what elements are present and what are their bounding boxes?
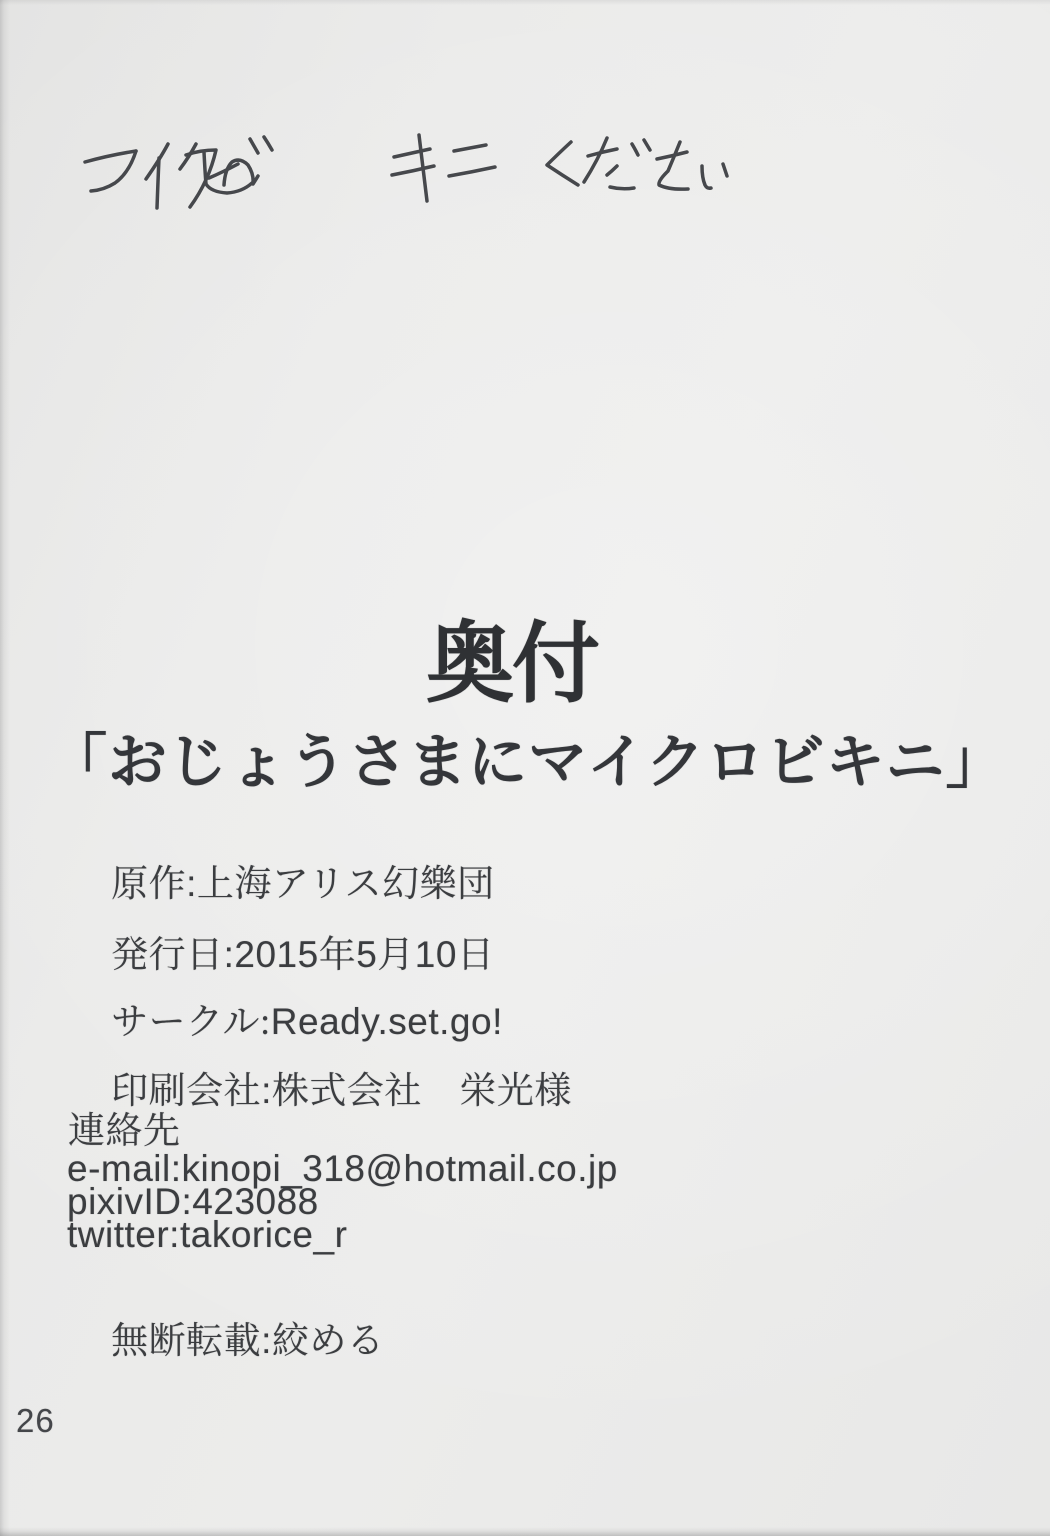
- contact-pixiv-line: pixivID:423088: [67, 1181, 319, 1222]
- contact-twitter-line: twitter:takorice_r: [67, 1214, 348, 1255]
- page-number: 26: [16, 1402, 55, 1439]
- contact-email-line: e-mail:kinopi_318@hotmail.co.jp: [67, 1148, 618, 1189]
- handwriting-stroke: [547, 142, 578, 185]
- original-work-value: 上海アリス幻樂団: [196, 862, 495, 904]
- handwriting-stroke: [157, 158, 159, 208]
- publish-date-label: 発行日:: [111, 933, 235, 975]
- colophon-heading: 奥付: [425, 614, 598, 713]
- handwriting-stroke: [607, 166, 617, 175]
- handwriting-stroke: [584, 138, 607, 182]
- handwriting-stroke: [610, 187, 634, 189]
- printer-value: 株式会社 栄光様: [271, 1069, 572, 1111]
- reprint-notice-value: 絞める: [271, 1319, 385, 1361]
- book-title: 「おじょうさまにマイクロビキニ」: [48, 729, 1006, 795]
- handwriting-stroke: [264, 137, 272, 150]
- publish-date-value: 2015年5月10日: [234, 933, 495, 975]
- printer-label: 印刷会社:: [111, 1069, 272, 1111]
- scan-edge-left: [0, 0, 10, 1536]
- original-work-label: 原作:: [111, 862, 197, 904]
- handwriting-stroke: [180, 144, 196, 169]
- handwriting-stroke: [394, 149, 430, 157]
- handwriting-stroke: [659, 172, 688, 189]
- handwriting-stroke: [204, 152, 252, 193]
- handwriting-stroke: [224, 160, 258, 185]
- scan-edge-top: [0, 0, 1050, 5]
- handwriting-stroke: [644, 140, 650, 150]
- handwriting-stroke: [702, 166, 711, 188]
- reprint-notice-line: [68, 1283, 384, 1400]
- handwriting-stroke: [392, 166, 434, 175]
- handwriting-stroke: [250, 139, 258, 153]
- contact-heading: 連絡先: [68, 1110, 181, 1151]
- handwriting-stroke: [85, 151, 136, 162]
- handwriting-stroke: [449, 167, 495, 176]
- circle-value: Ready.set.go!: [270, 1000, 503, 1042]
- scan-edge-bottom: [0, 1527, 1050, 1536]
- handwriting-stroke: [632, 144, 638, 155]
- circle-label: サークル:: [111, 1001, 271, 1043]
- handwriting-stroke: [723, 164, 727, 176]
- handwritten-note: [70, 112, 750, 242]
- reprint-notice-label: 無断転載:: [111, 1319, 272, 1361]
- handwriting-stroke: [454, 145, 486, 151]
